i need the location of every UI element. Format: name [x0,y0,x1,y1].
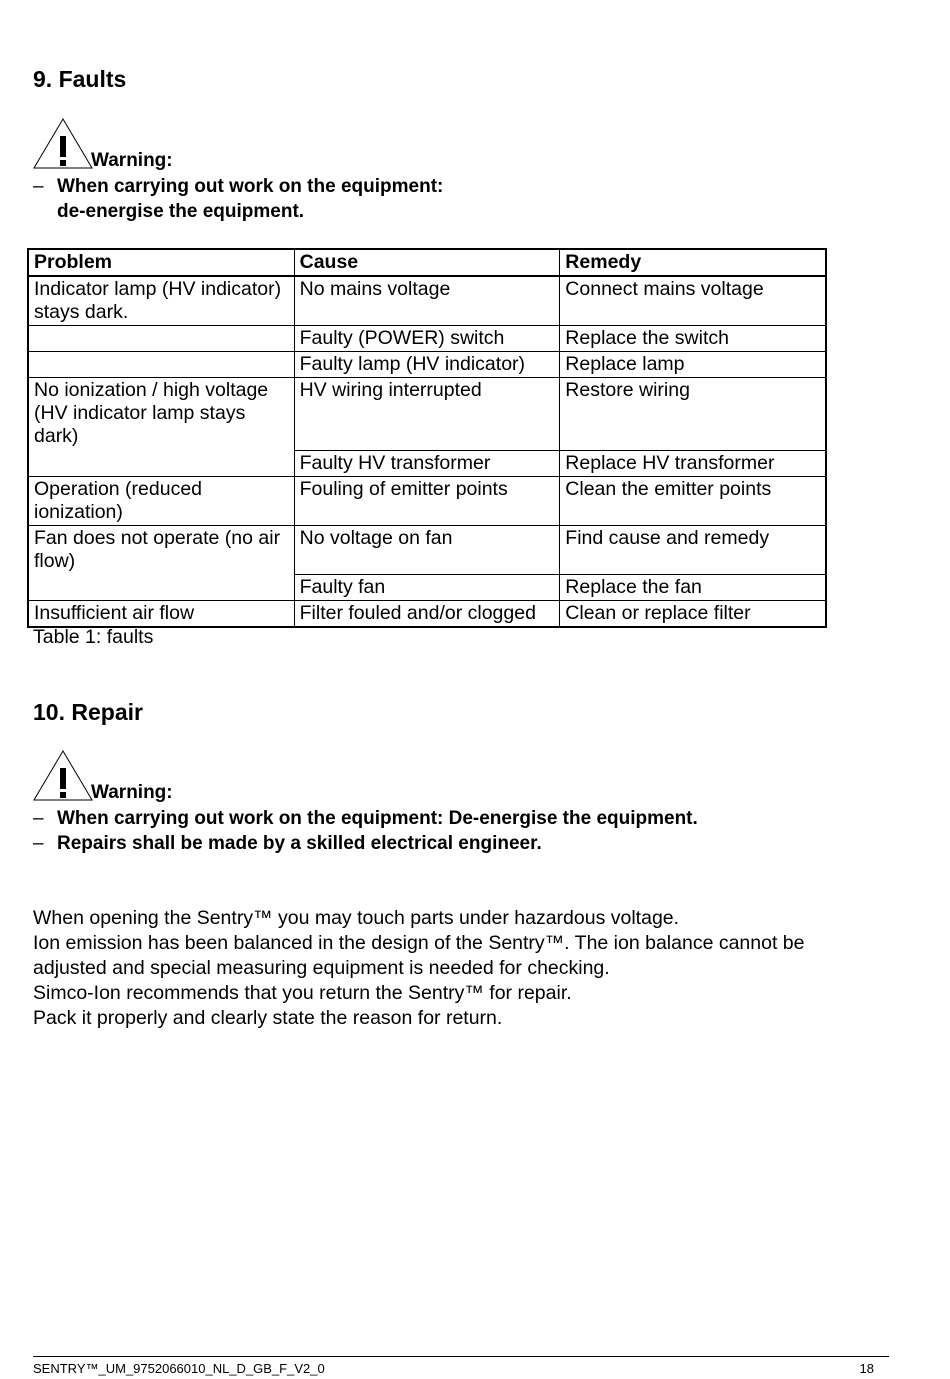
footer-page-number: 18 [859,1361,874,1376]
problem-cell: Indicator lamp (HV indicator) stays dark. [28,276,294,326]
warning-triangle-icon [33,750,93,802]
problem-cell [28,326,294,352]
problem-cell: Fan does not operate (no air flow) [28,526,294,601]
warning-bullet-text: When carrying out work on the equipment: De-energise the equipment. [57,808,698,829]
bullet-dash: – [33,176,44,197]
table-row [28,526,826,575]
cause-cell: Faulty fan [294,575,560,601]
warning-label: Warning: [91,782,173,803]
remedy-cell: Find cause and remedy [560,526,826,575]
warning-bullet-text: Repairs shall be made by a skilled electrical engineer. [57,833,542,854]
table-row [28,326,826,352]
problem-cell [28,352,294,378]
repair-paragraph [33,906,913,1031]
bullet-dash: – [33,833,44,854]
table-row [28,276,826,326]
footer-document-id: SENTRY™_UM_9752066010_NL_D_GB_F_V2_0 [33,1361,325,1376]
warning-label: Warning: [91,150,173,171]
paragraph-line: Simco-Ion recommends that you return the Sentry™ for repair. [33,982,572,1004]
table-row [28,477,826,526]
cause-cell: HV wiring interrupted [294,378,560,451]
bullet-dash: – [33,808,44,829]
remedy-cell: Replace the fan [560,575,826,601]
problem-cell: No ionization / high voltage (HV indicator lamp stays dark) [28,378,294,477]
paragraph-line: When opening the Sentry™ you may touch parts under hazardous voltage. [33,907,680,929]
table-row [28,601,826,628]
paragraph-line: Pack it properly and clearly state the reason for return. [33,1007,503,1029]
problem-cell: Insufficient air flow [28,601,294,628]
cause-cell: Fouling of emitter points [294,477,560,526]
problem-cell: Operation (reduced ionization) [28,477,294,526]
column-header-cause: Cause [294,249,560,276]
remedy-cell: Replace lamp [560,352,826,378]
remedy-cell: Restore wiring [560,378,826,451]
remedy-cell: Clean or replace filter [560,601,826,628]
warning-bullet-text: de-energise the equipment. [57,201,305,222]
table-header-row [28,249,826,276]
cause-cell: Filter fouled and/or clogged [294,601,560,628]
cause-cell: Faulty HV transformer [294,451,560,477]
cause-cell: Faulty lamp (HV indicator) [294,352,560,378]
section-heading-repair: 10. Repair [33,699,143,725]
warning-triangle-icon [33,118,93,170]
table-row [28,378,826,451]
table-row [28,352,826,378]
paragraph-line: adjusted and special measuring equipment is needed for checking. [33,957,610,979]
cause-cell: No voltage on fan [294,526,560,575]
section-heading-faults: 9. Faults [33,66,127,92]
paragraph-line: Ion emission has been balanced in the design of the Sentry™. The ion balance cannot be [33,932,805,954]
footer-divider [33,1356,889,1357]
remedy-cell: Replace HV transformer [560,451,826,477]
remedy-cell: Connect mains voltage [560,276,826,326]
cause-cell: No mains voltage [294,276,560,326]
warning-bullet-text: When carrying out work on the equipment: [57,176,444,197]
column-header-problem: Problem [28,249,294,276]
remedy-cell: Clean the emitter points [560,477,826,526]
column-header-remedy: Remedy [560,249,826,276]
cause-cell: Faulty (POWER) switch [294,326,560,352]
faults-table [27,248,827,628]
remedy-cell: Replace the switch [560,326,826,352]
table-caption: Table 1: faults [33,626,154,648]
